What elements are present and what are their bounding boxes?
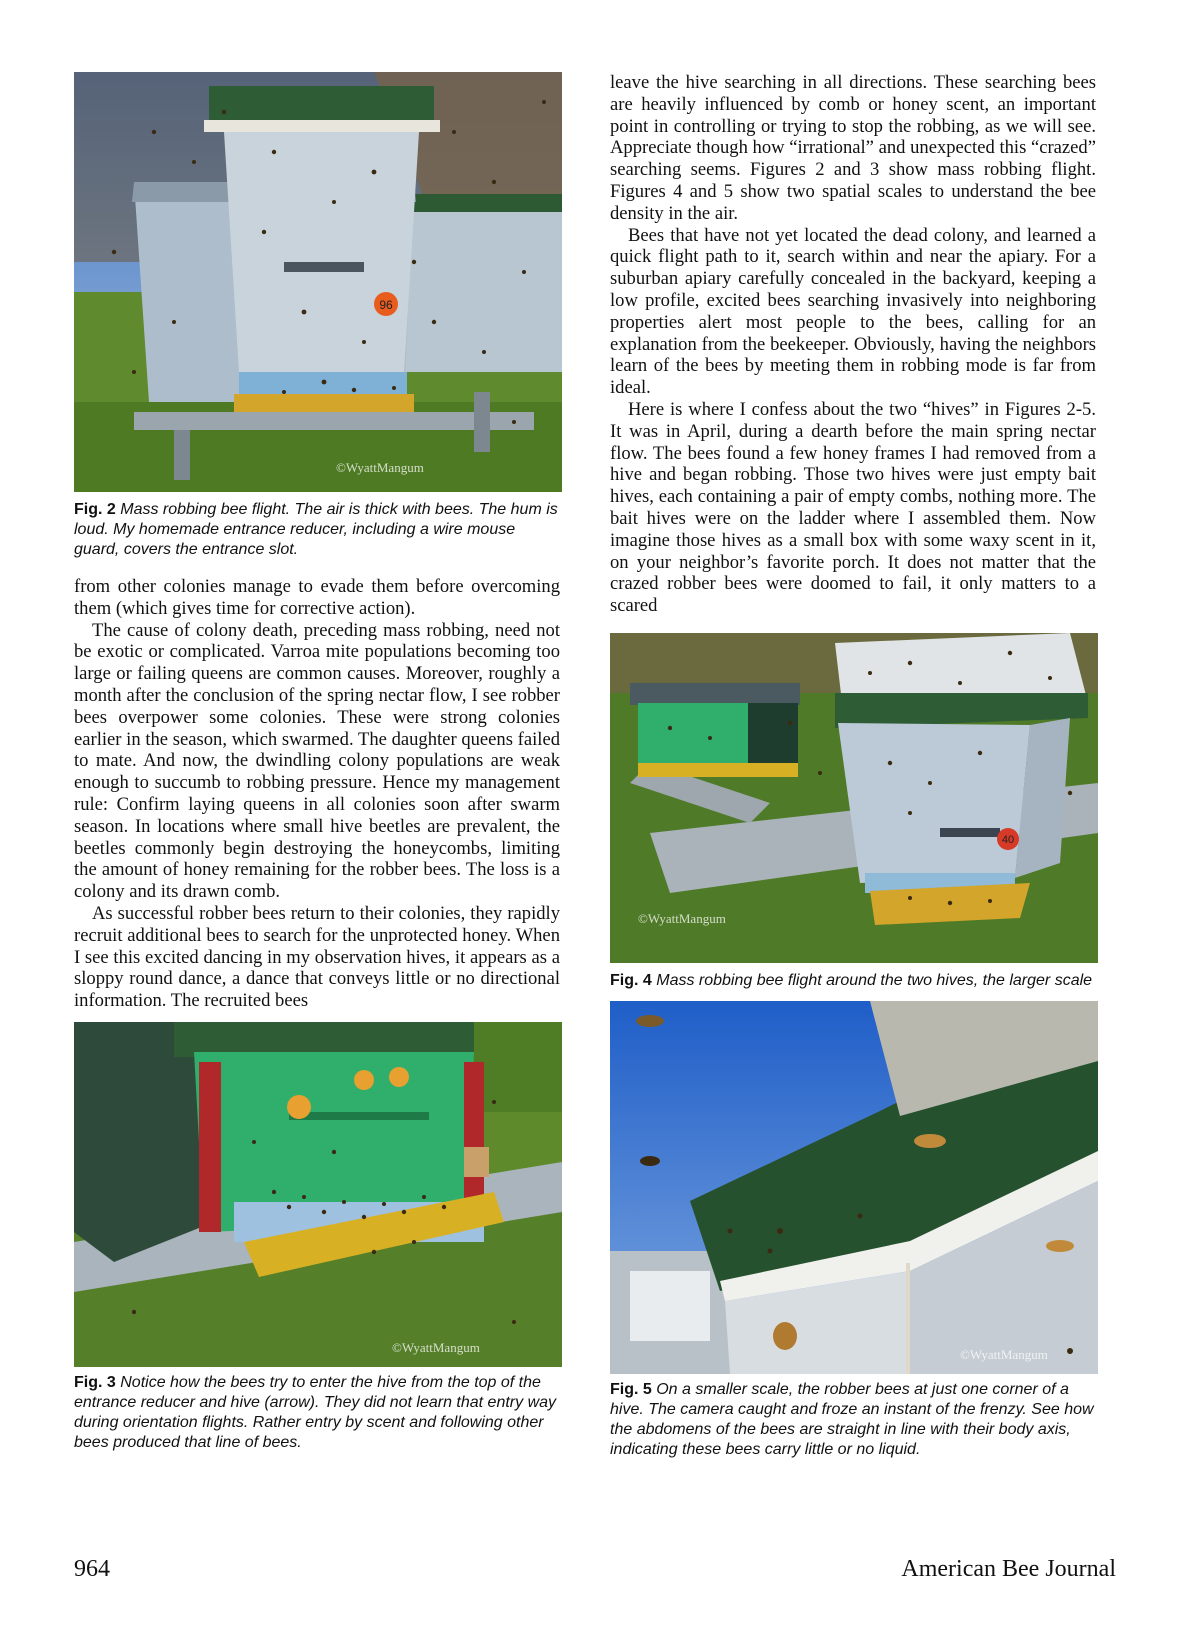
fig5-illustration	[610, 1001, 1098, 1374]
right-body-text	[610, 72, 1096, 617]
fig2-illustration	[74, 72, 562, 492]
fig2-photo	[74, 72, 562, 492]
fig5-photo	[610, 1001, 1098, 1374]
fig2-watermark: ©WyattMangum	[336, 460, 424, 475]
fig3-photo	[74, 1022, 562, 1367]
right-paragraph-1: leave the hive searching in all directions. These searching bees are heavily influenced by comb or honey scent, an important point in controlling or trying to stop the robbing, as we will see. Appreciate though how “irrational” and unexpected this “crazed” searching seems. Figures 2 and 3 show mass robbing flight. Figures 4 and 5 show two spatial scales to understand the bee density in the air.	[610, 72, 1096, 224]
fig4-caption-text: Mass robbing bee flight around the two hives, the larger scale	[656, 971, 1093, 989]
fig4-photo	[610, 633, 1098, 963]
left-column	[74, 72, 586, 1453]
fig3-label: Fig. 3	[74, 1373, 116, 1391]
fig3-watermark: ©WyattMangum	[392, 1339, 480, 1355]
left-body-text	[74, 576, 560, 1012]
journal-name: American Bee Journal	[901, 1556, 1116, 1582]
fig3-caption-text: Notice how the bees try to enter the hive from the top of the entrance reducer and hive (arrow). They did not learn that entry way during orientation flights. Rather entry by scent and following other bees produced that line of bees.	[74, 1373, 557, 1451]
left-paragraph-3: As successful robber bees return to their colonies, they rapidly recruit additional bees to search for the unprotected honey. When I see this excited dancing in my observation hives, it appears as a sloppy round dance, a dance that conveys little or no directional information. The recruited bees	[74, 902, 560, 1012]
fig2-label: Fig. 2	[74, 501, 116, 518]
fig5-watermark: ©WyattMangum	[960, 1346, 1048, 1362]
fig4-watermark: ©WyattMangum	[638, 910, 726, 926]
fig5-caption	[610, 1380, 1100, 1460]
fig5-label: Fig. 5	[610, 1380, 652, 1398]
fig2-hive-tag: 96	[379, 298, 393, 312]
fig3-illustration	[74, 1022, 562, 1367]
right-paragraph-3: Here is where I confess about the two “hives” in Figures 2-5. It was in April, during a dearth before the main spring nectar flow. The bees found a few honey frames I had removed from a hive and began robbing. Those two hives were just empty bait hives, each containing a pair of empty combs, nothing more. The bait hives were on the ladder where I assembled them. Now imagine those hives as a small box with some waxy scent in it, on your neighbor’s favorite porch. It does not matter that the crazed robber bees were doomed to fail, it only matters to a scared	[610, 398, 1096, 617]
left-paragraph-2: The cause of colony death, preceding mass robbing, need not be exotic or complicated. Varroa mite populations becoming too large or failing queens are common causes. Moreover, roughly a month after the conclusion of the spring nectar flow, I see robber bees overpower some colonies. These were strong colonies earlier in the season, which swarmed. The daughter queens failed to mate. And now, the dwindling colony populations are weak enough to succumb to robbing pressure. Hence my management rule: Confirm laying queens in all colonies soon after swarm season. In locations where small hive beetles are prevalent, the beetles commonly begin destroying the honeycombs, limiting the amount of honey remaining for the robber bees. The loss is a colony and its drawn comb.	[74, 619, 560, 903]
fig3-caption	[74, 1373, 566, 1453]
fig4-caption	[610, 971, 1100, 991]
fig2-caption	[74, 500, 564, 560]
fig5-caption-text: On a smaller scale, the robber bees at just one corner of a hive. The camera caught and froze an instant of the frenzy. See how the abdomens of the bees are straight in line with their body axis, indicating these bees carry little or no liquid.	[610, 1380, 1094, 1458]
fig4-hive-tag: 40	[1001, 833, 1015, 846]
right-column	[610, 72, 1122, 1460]
left-paragraph-1: from other colonies manage to evade them before overcoming them (which gives time for corrective action).	[74, 576, 560, 619]
fig2-caption-text: Mass robbing bee flight. The air is thick with bees. The hum is loud. My homemade entrance reducer, including a wire mouse guard, covers the entrance slot.	[74, 501, 558, 558]
right-paragraph-2: Bees that have not yet located the dead colony, and learned a quick flight path to it, search within and near the apiary. For a suburban apiary carefully concealed in the backyard, keeping a low profile, excited bees searching invasively into neighboring properties alert most people to the bees, calling for an explanation from the beekeeper. Obviously, having the neighbors learn of the bees by meeting them in robbing mode is far from ideal.	[610, 224, 1096, 399]
fig4-label: Fig. 4	[610, 971, 652, 989]
page-number: 964	[74, 1556, 110, 1582]
